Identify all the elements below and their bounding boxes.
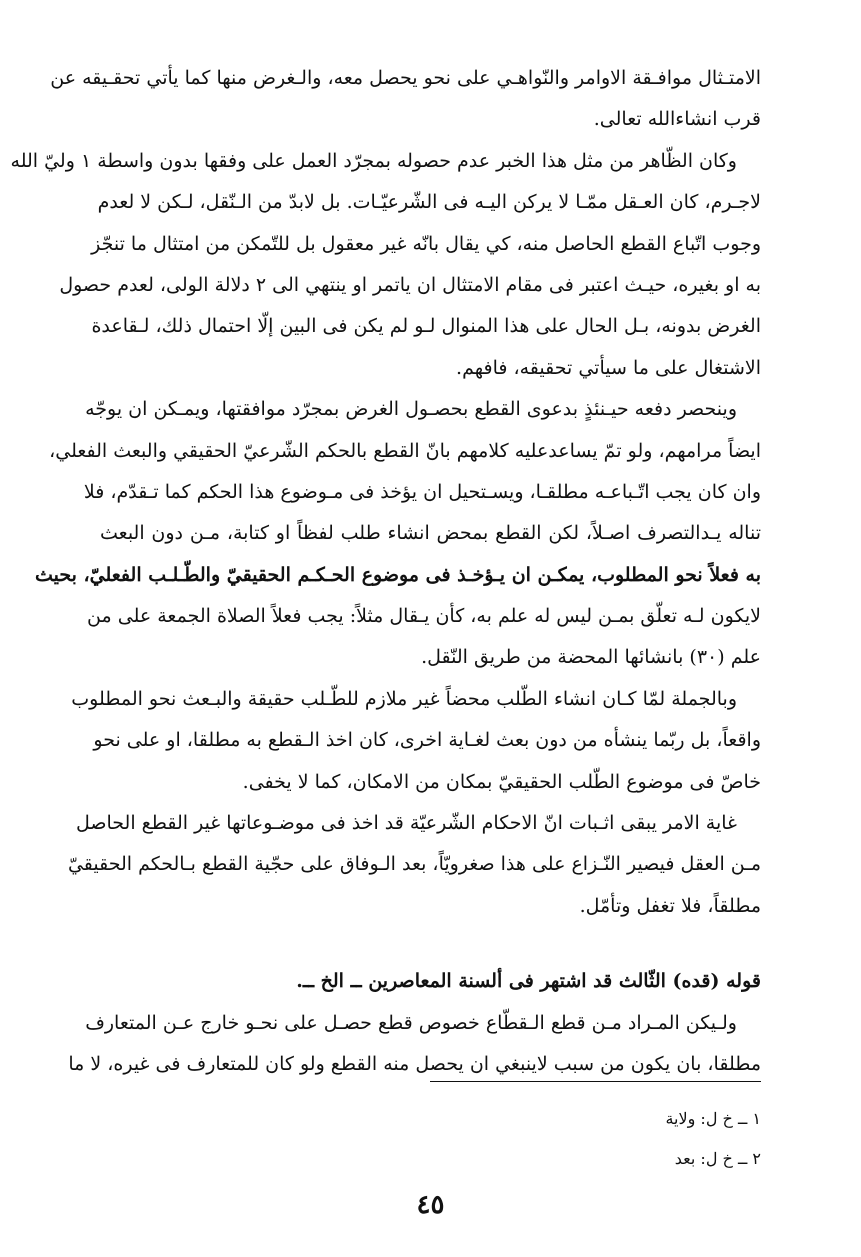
text-line: الغرض بدونه، بـل الحال على هذا المنوال لـو لم يكن فى البين إلّا احتمال ذلك، لـقاعدة [91,315,761,338]
paragraph-6 [68,1003,761,1086]
text-line: غاية الامر يبقى اثـبات انّ الاحكام الشّرعيّة قد اخذ فى موضـوعاتها غير القطع الحاصل [75,812,737,835]
text-line: تناله يـدالتصرف اصـلاً، لكن القطع بمحض انشاء طلب لفظاً او كتابة، مـن دون البعث [100,522,761,545]
text-line: لايكون لـه تعلّق بمـن ليس له علم به، كأن يـقال مثلاً: يجب فعلاً الصلاة الجمعة على من [87,605,761,628]
text-line: ايضاً مرامهم، ولو تمّ يساعدعليه كلامهم بانّ القطع بالحكم الشّرعيّ الحقيقي والبعث الفعلي، [49,439,761,462]
footnote: ١ ــ خ ل: ولاية [665,1109,761,1128]
section-heading [100,961,761,1002]
text-line: وينحصر دفعه حيـنئذٍ بدعوى القطع بحصـول الغرض بمجرّد موافقتها، ويمـكن ان يوجّه [85,398,737,421]
text-line: قرب انشاءالله تعالى. [593,108,761,131]
text-line: الاشتغال على ما سيأتي تحقيقه، فافهم. [456,356,761,379]
text-line: مطلقاً، فلا تغفل وتأمّل. [579,894,761,917]
text-line: به او بغيره، حيـث اعتبر فى مقام الامتثال ان ياتمر او ينتهي الى ٢ دلالة الولى، لعدم حصول [59,273,761,296]
text-line: واقعاً، بل ربّما ينشأه من دون بعث لغـاية اخرى، كان اخذ الـقطع به مطلقا، او على نحو [93,729,761,752]
section-gap [100,927,761,961]
body-text [10,58,761,1085]
paragraph-5 [67,803,761,927]
paragraph-1 [50,58,761,141]
text-line: الامتـثال موافـقة الاوامر والنّواهـي على نحو يحصل معه، والـغرض منها كما يأتي تحقـيقه عن [50,67,761,89]
footnotes [665,1106,761,1186]
text-line: ولـيكن المـراد مـن قطع الـقطّاع خصوص قطع حصـل على نحـو خارج عـن المتعارف [85,1011,737,1034]
text-line: وكان الظّاهر من مثل هذا الخبر عدم حصوله بمجرّد العمل على وفقها بدون واسطة ١ وليّ الله [10,149,737,172]
text-line: وبالجملة لمّا كـان انشاء الطّلب محضاً غير ملازم للطّـلب حقيقة والبـعث نحو المطلوب [71,687,737,710]
footnote: ٢ ــ خ ل: بعد [674,1149,761,1168]
paragraph-4 [71,679,761,803]
text-line: علم (٣٠) بانشائها المحضة من طريق النّقل. [421,646,761,669]
footnote-separator [430,1081,761,1082]
text-line: خاصّ فى موضوع الطّلب الحقيقيّ بمكان من الامكان، كما لا يخفى. [242,770,761,793]
text-line: وان كان يجب اتّـباعـه مطلقـا، ويسـتحيل ان يؤخذ فى مـوضوع هذا الحكم كما تـقدّم، فلا [83,480,761,503]
text-line: لاجـرم، كان العـقل ممّـا لا يركن اليـه فى الشّرعيّـات. بل لابدّ من الـنّقل، لـكن لا لعدم [97,191,761,214]
text-line: وجوب اتّباع القطع الحاصل منه، كي يقال بانّه غير معقول بل للتّمكن من امتثال ما تنجّز [91,232,761,255]
text-line: مطلقا، بان يكون من سبب لاينبغي ان يحصل منه القطع ولو كان للمتعارف فى غيره، لا ما [68,1052,761,1075]
text-line: به فعلاً نحو المطلوب، يمكـن ان يـؤخـذ فى موضوع الحـكـم الحقيقيّ والطّـلـب الفعليّ، بحيث [34,563,761,586]
page-number: ٤٥ [416,1190,445,1220]
paragraph-3 [34,389,761,679]
paragraph-2 [10,141,761,389]
text-line: مـن العقل فيصير النّـزاع على هذا صغرويّاً، بعد الـوفاق على حجّية القطع بـالحكم الحقيقيّ [67,853,761,876]
heading-line: قوله (قده) الثّالث قد اشتهر فى ألسنة المعاصرين ــ الخ ــ. [296,970,761,993]
